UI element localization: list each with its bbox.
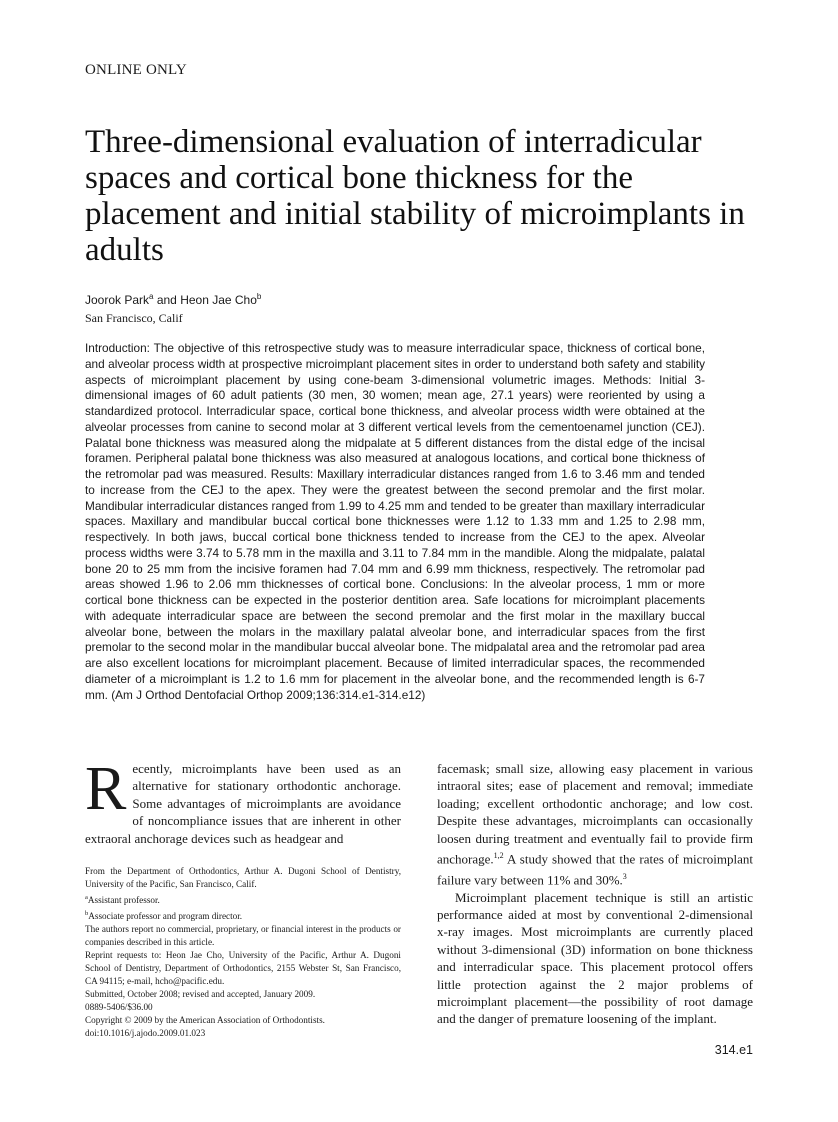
intro-paragraph bbox=[85, 755, 401, 847]
article-title: Three-dimensional evaluation of interradicular spaces and cortical bone thickness for the placement and initial stability of microimplants in adults bbox=[85, 124, 745, 268]
footnote-copyright: Copyright © 2009 by the American Association of Orthodontists. bbox=[85, 1015, 325, 1026]
footnote-a: $^a$Assistant professor. bbox=[85, 894, 160, 906]
affiliation-mark: a bbox=[149, 292, 154, 301]
footnote-reprint: Reprint requests to: Heon Jae Cho, University of the Pacific, Arthur A. Dugoni School of Dentistry, Department of Orthodontics, 2155 Webster St, San Francisco, CA 94115; e-mail, hcho@pacific.edu. bbox=[85, 950, 401, 987]
author-name: Heon Jae Cho bbox=[180, 293, 257, 307]
email-link[interactable]: hcho@pacific.edu bbox=[155, 976, 222, 987]
footnote-doi: doi:10.1016/j.ajodo.2009.01.023 bbox=[85, 1028, 206, 1039]
body-column-left bbox=[85, 755, 401, 847]
citation: 1,2 bbox=[493, 851, 504, 861]
author-line bbox=[85, 292, 261, 307]
footnote-b: $^b$Associate professor and program director. bbox=[85, 910, 243, 922]
drop-cap: R bbox=[85, 755, 127, 823]
footnote-department: From the Department of Orthodontics, Arthur A. Dugoni School of Dentistry, University of the Pacific, San Francisco, Calif. bbox=[85, 866, 401, 889]
citation: 3 bbox=[622, 871, 627, 881]
footnote-disclosure: The authors report no commercial, proprietary, or financial interest in the products or companies described in this article. bbox=[85, 924, 401, 948]
author-name: Joorok Park bbox=[85, 293, 150, 307]
body-paragraph: Microimplant placement technique is still an artistic performance aided at most by conventional 2-dimensional x-ray images. Most microimplants are currently placed without 3-dimensional (3D) information on bone thickness and interradicular space. This placement protocol offers little protection against the 2 major problems of microimplant placement—the possibility of root damage and the danger of premature loosening of the implant. bbox=[437, 889, 753, 1027]
footnote-issn: 0889-5406/$36.00 bbox=[85, 1002, 153, 1013]
footnotes bbox=[85, 865, 401, 1040]
affiliation-mark: b bbox=[256, 292, 262, 301]
intro-text: ecently, microimplants have been used as an alternative for stationary orthodontic anchorage. Some advantages of microimplants are avoidance of noncompliance issues that are inherent in other extraoral anchorage devices such as headgear and bbox=[85, 761, 401, 846]
section-label: ONLINE ONLY bbox=[85, 62, 187, 78]
body-column-right bbox=[437, 760, 753, 1028]
author-connector: and bbox=[153, 293, 181, 307]
abstract: Introduction: The objective of this retrospective study was to measure interradicular space, thickness of cortical bone, and alveolar process width at prospective microimplant placement sites in order to understand both safety and stability aspects of microimplant placement by using cone-beam 3-dimensional volumetric images. Methods: Initial 3-dimensional images of 60 adult patients (30 men, 30 women; mean age, 27.1 years) were reoriented by using a standardized protocol. Interradicular space, cortical bone thickness, and alveolar process width were obtained at the alveolar processes from canine to second molar at 3 different vertical levels from the cementoenamel junction (CEJ). Palatal bone thickness was measured along the midpalate at 5 different distances from the distal edge of the incisal foramen. Peripheral palatal bone thickness was also measured at analogous locations, and cortical bone thickness of the retromolar pad was measured. Results: Maxillary interradicular distances ranged from 1.6 to 3.46 mm and tended to increase from the CEJ to the apex. They were the greatest between the second premolar and the first molar. Mandibular interradicular distances ranged from 1.99 to 4.25 mm and tended to be greater than maxillary interradicular spaces. Maxillary and mandibular buccal cortical bone thicknesses were 1.12 to 1.33 mm and 1.25 to 2.98 mm, respectively. In both jaws, buccal cortical bone thickness tended to increase from the CEJ to the apex. Alveolar process widths were 3.74 to 5.78 mm in the maxilla and 3.11 to 7.84 mm in the mandible. Along the midpalate, palatal bone 20 to 25 mm from the incisive foramen had 7.04 mm and 6.99 mm thickness, respectively. The retromolar pad areas showed 1.96 to 2.06 mm thicknesses of cortical bone. Conclusions: In the alveolar process, 1 mm or more cortical bone thickness can be expected in the posterior dentition area. Safe locations for microimplant placements with adequate interradicular space are between the second premolar and the first molar in the maxillary buccal alveolar bone, between the molars in the maxillary palatal alveolar bone, and interradicular spaces from the first premolar to the second molar in the mandibular buccal alveolar bone. The midpalatal area and the retromolar pad area are also excellent locations for microimplant placement. Because of limited interradicular spaces, the recommended diameter of a microimplant is 1.2 to 1.6 mm for placement in the alveolar bone, and the recommended length is 6-7 mm. (Am J Orthod Dentofacial Orthop 2009;136:314.e1-314.e12) bbox=[85, 341, 705, 702]
page-number: 314.e1 bbox=[714, 1043, 753, 1057]
footnote-submitted: Submitted, October 2008; revised and accepted, January 2009. bbox=[85, 989, 316, 1000]
author-location: San Francisco, Calif bbox=[85, 311, 183, 325]
body-paragraph: facemask; small size, allowing easy placement in various intraoral sites; ease of placement and removal; immediate loading; excellent orthodontic anchorage; and low cost. Despite these advantages, microimplants can occasionally loosen during treatment and eventually fail to provide firm anchorage.$^{1,2}$ A study showed that the rates of microimplant failure vary between 11% and 30%.$^3$ bbox=[437, 761, 753, 888]
